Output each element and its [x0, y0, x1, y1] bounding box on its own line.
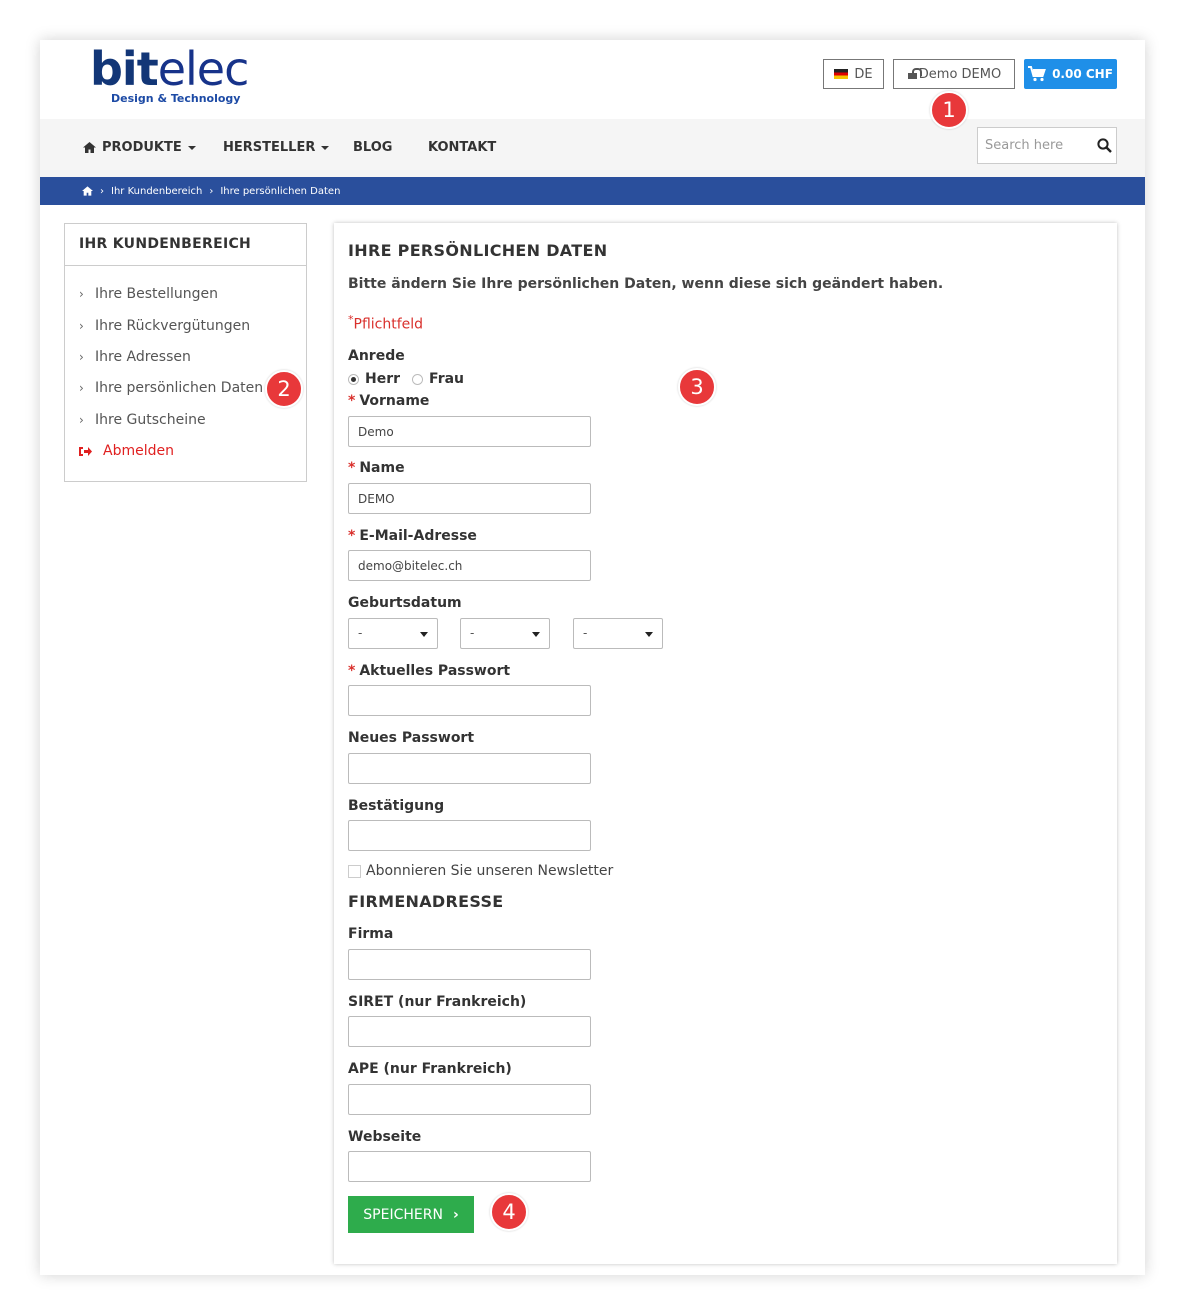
nav-item-produkte[interactable]: [83, 140, 196, 155]
new-password-label: Neues Passwort: [348, 730, 475, 746]
current-password-label-text: Aktuelles Passwort: [359, 663, 511, 679]
siret-label: SIRET (nur Frankreich): [348, 994, 527, 1010]
confirm-password-input[interactable]: [348, 820, 591, 851]
birthdate-label: Geburtsdatum: [348, 595, 462, 611]
company-section-title: FIRMENADRESSE: [348, 892, 504, 911]
birthdate-day-select[interactable]: [348, 618, 438, 649]
logo-part-elec: elec: [157, 42, 249, 96]
newsletter-row: [348, 863, 613, 879]
home-icon: [83, 142, 96, 153]
birthdate-year-value: -: [583, 626, 588, 640]
birthdate-month-select[interactable]: [460, 618, 550, 649]
sidebar-item-label: Ihre persönlichen Daten: [95, 380, 264, 396]
search-input[interactable]: [978, 128, 1088, 163]
company-input[interactable]: [348, 949, 591, 980]
chevron-right-icon: ›: [79, 350, 84, 364]
chevron-right-icon: ›: [79, 319, 84, 333]
personal-data-panel: [334, 223, 1117, 1264]
siret-input[interactable]: [348, 1016, 591, 1047]
radio-frau-label[interactable]: Frau: [429, 371, 465, 387]
nav-label-blog: BLOG: [353, 140, 393, 155]
caret-down-icon: [420, 632, 428, 637]
language-button[interactable]: [823, 59, 884, 89]
cart-icon: [1028, 66, 1046, 82]
language-label: DE: [854, 66, 873, 82]
website-label: Webseite: [348, 1129, 422, 1145]
search-icon[interactable]: [1097, 138, 1112, 153]
logo-wordmark: [90, 44, 248, 94]
logo[interactable]: [90, 44, 260, 110]
sidebar-item-refunds[interactable]: [79, 318, 250, 334]
lastname-input[interactable]: [348, 483, 591, 514]
current-password-input[interactable]: [348, 685, 591, 716]
newsletter-checkbox[interactable]: [348, 865, 361, 878]
nav-label-produkte: PRODUKTE: [102, 140, 182, 155]
home-icon[interactable]: [82, 186, 93, 196]
sidebar-item-label: Ihre Rückvergütungen: [95, 318, 251, 334]
new-password-input[interactable]: [348, 753, 591, 784]
company-label: Firma: [348, 926, 394, 942]
birthdate-year-select[interactable]: [573, 618, 663, 649]
lastname-label-text: Name: [359, 460, 405, 476]
page-title: IHRE PERSÖNLICHEN DATEN: [348, 241, 608, 260]
chevron-right-icon: ›: [452, 1206, 459, 1223]
caret-down-icon: [645, 632, 653, 637]
birthdate-month-value: -: [470, 626, 475, 640]
breadcrumb-separator: ›: [100, 185, 104, 197]
save-button[interactable]: [348, 1196, 474, 1233]
firstname-input[interactable]: [348, 416, 591, 447]
step-marker-1: 1: [930, 91, 968, 129]
required-star: *: [348, 393, 356, 409]
cart-total: 0.00 CHF: [1052, 67, 1113, 81]
intro-text: Bitte ändern Sie Ihre persönlichen Daten, wenn diese sich geändert haben.: [348, 276, 944, 292]
page-frame: [40, 40, 1145, 1275]
ape-input[interactable]: [348, 1084, 591, 1115]
ape-label: APE (nur Frankreich): [348, 1061, 512, 1077]
lastname-label: [348, 460, 405, 476]
cart-button[interactable]: [1024, 59, 1117, 89]
sidebar-item-personal-data[interactable]: [79, 380, 263, 396]
breadcrumb-separator: ›: [209, 185, 214, 197]
salutation-label: Anrede: [348, 348, 405, 364]
search-box: [977, 127, 1117, 164]
radio-frau[interactable]: [412, 374, 423, 385]
confirm-password-label: Bestätigung: [348, 798, 445, 814]
breadcrumb-item[interactable]: Ihr Kundenbereich: [111, 185, 203, 197]
logout-label: Abmelden: [103, 443, 174, 459]
sidebar-item-label: Ihre Adressen: [95, 349, 191, 365]
user-name: Demo DEMO: [918, 66, 1002, 82]
chevron-right-icon: ›: [79, 381, 84, 395]
required-note: [348, 313, 423, 333]
breadcrumb: [40, 177, 1145, 205]
step-marker-3: 3: [678, 368, 716, 406]
chevron-right-icon: ›: [79, 413, 84, 427]
required-star: *: [348, 313, 354, 326]
caret-down-icon: [321, 146, 329, 150]
caret-down-icon: [532, 632, 540, 637]
sidebar-item-orders[interactable]: [79, 286, 218, 302]
nav-label-hersteller: HERSTELLER: [223, 140, 316, 155]
account-sidebar: [64, 223, 307, 482]
required-star: *: [348, 663, 356, 679]
sidebar-item-vouchers[interactable]: [79, 412, 206, 428]
save-button-label: SPEICHERN: [363, 1206, 443, 1223]
firstname-label-text: Vorname: [359, 393, 430, 409]
german-flag-icon: [834, 69, 848, 79]
sidebar-title: IHR KUNDENBEREICH: [65, 224, 306, 266]
sidebar-item-label: Ihre Gutscheine: [95, 412, 206, 428]
required-star: *: [348, 460, 356, 476]
logo-part-bit: bit: [90, 42, 158, 96]
chevron-right-icon: ›: [79, 287, 84, 301]
unlock-icon: [907, 68, 919, 80]
current-password-label: [348, 663, 510, 679]
nav-item-kontakt[interactable]: [428, 140, 496, 155]
salutation-radio-group: [348, 371, 464, 387]
required-note-label: Pflichtfeld: [353, 316, 424, 333]
logo-tagline: Design & Technology: [111, 92, 241, 105]
nav-label-kontakt: KONTAKT: [428, 140, 497, 155]
birthdate-day-value: -: [358, 626, 363, 640]
radio-herr[interactable]: [348, 374, 359, 385]
sidebar-item-addresses[interactable]: [79, 349, 191, 365]
step-marker-4: 4: [490, 1193, 528, 1231]
firstname-label: [348, 393, 429, 409]
caret-down-icon: [188, 146, 196, 150]
radio-herr-label[interactable]: Herr: [365, 371, 401, 387]
email-input[interactable]: [348, 550, 591, 581]
website-input[interactable]: [348, 1151, 591, 1182]
nav-item-hersteller[interactable]: [223, 140, 329, 155]
main-nav: [40, 119, 1145, 177]
required-star: *: [348, 528, 356, 544]
breadcrumb-item-current: Ihre persönlichen Daten: [220, 185, 341, 197]
user-account-button[interactable]: [893, 59, 1015, 89]
logout-icon: [79, 446, 92, 457]
nav-item-blog[interactable]: [353, 140, 392, 155]
step-marker-2: 2: [265, 370, 303, 408]
email-label-text: E-Mail-Adresse: [359, 528, 477, 544]
sidebar-item-logout[interactable]: [79, 443, 174, 459]
email-label: [348, 528, 477, 544]
sidebar-item-label: Ihre Bestellungen: [95, 286, 219, 302]
newsletter-label[interactable]: Abonnieren Sie unseren Newsletter: [366, 863, 614, 879]
